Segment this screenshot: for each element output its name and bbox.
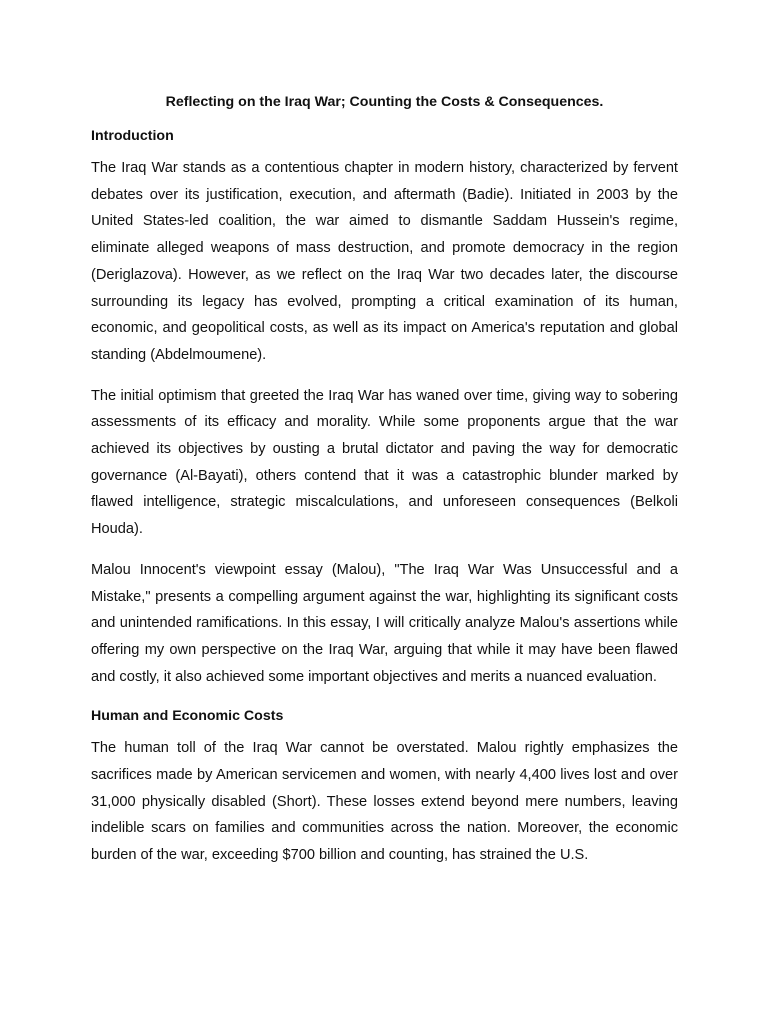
paragraph: The Iraq War stands as a contentious chapter in modern history, characterized by fervent debates over its justification, execution, and aftermath (Badie). Initiated in 2003 by the United States-led coalition, the war aimed to dismantle Saddam Hussein's regime, eliminate alleged weapons of mass destruction, and promote democracy in the region (Deriglazova). However, as we reflect on the Iraq War two decades later, the discourse surrounding its legacy has evolved, prompting a critical examination of its human, economic, and geopolitical costs, as well as its impact on America's reputation and global standing (Abdelmoumene). bbox=[91, 160, 678, 363]
paragraph: The initial optimism that greeted the Iraq War has waned over time, giving way to sobering assessments of its efficacy and morality. While some proponents argue that the war achieved its objectives by ousting a brutal dictator and paving the way for democratic governance (Al-Bayati), others contend that it was a catastrophic blunder marked by flawed intelligence, strategic miscalculations, and unforeseen consequences (Belkoli Houda). bbox=[91, 387, 678, 538]
section-heading-human-economic-costs: Human and Economic Costs bbox=[91, 708, 284, 725]
section-heading-introduction: Introduction bbox=[91, 128, 174, 144]
paragraph: The human toll of the Iraq War cannot be overstated. Malou rightly emphasizes the sacrifices made by American servicemen and women, with nearly 4,400 lives lost and over 31,000 physically disabled (Short). These losses extend beyond mere numbers, leaving indelible scars on families and communities across the nation. Moreover, the economic burden of the war, exceeding $700 billion and counting, has strained the U.S. bbox=[91, 740, 678, 864]
document-title: Reflecting on the Iraq War; Counting the Costs & Consequences. bbox=[165, 94, 604, 110]
paragraph: Malou Innocent's viewpoint essay (Malou), "The Iraq War Was Unsuccessful and a Mistake," presents a compelling argument against the war, highlighting its significant costs and unintended ramifications. In this essay, I will critically analyze Malou's assertions while offering my own perspective on the Iraq War, arguing that while it may have been flawed and costly, it also achieved some important objectives and merits a nuanced evaluation. bbox=[91, 561, 678, 685]
